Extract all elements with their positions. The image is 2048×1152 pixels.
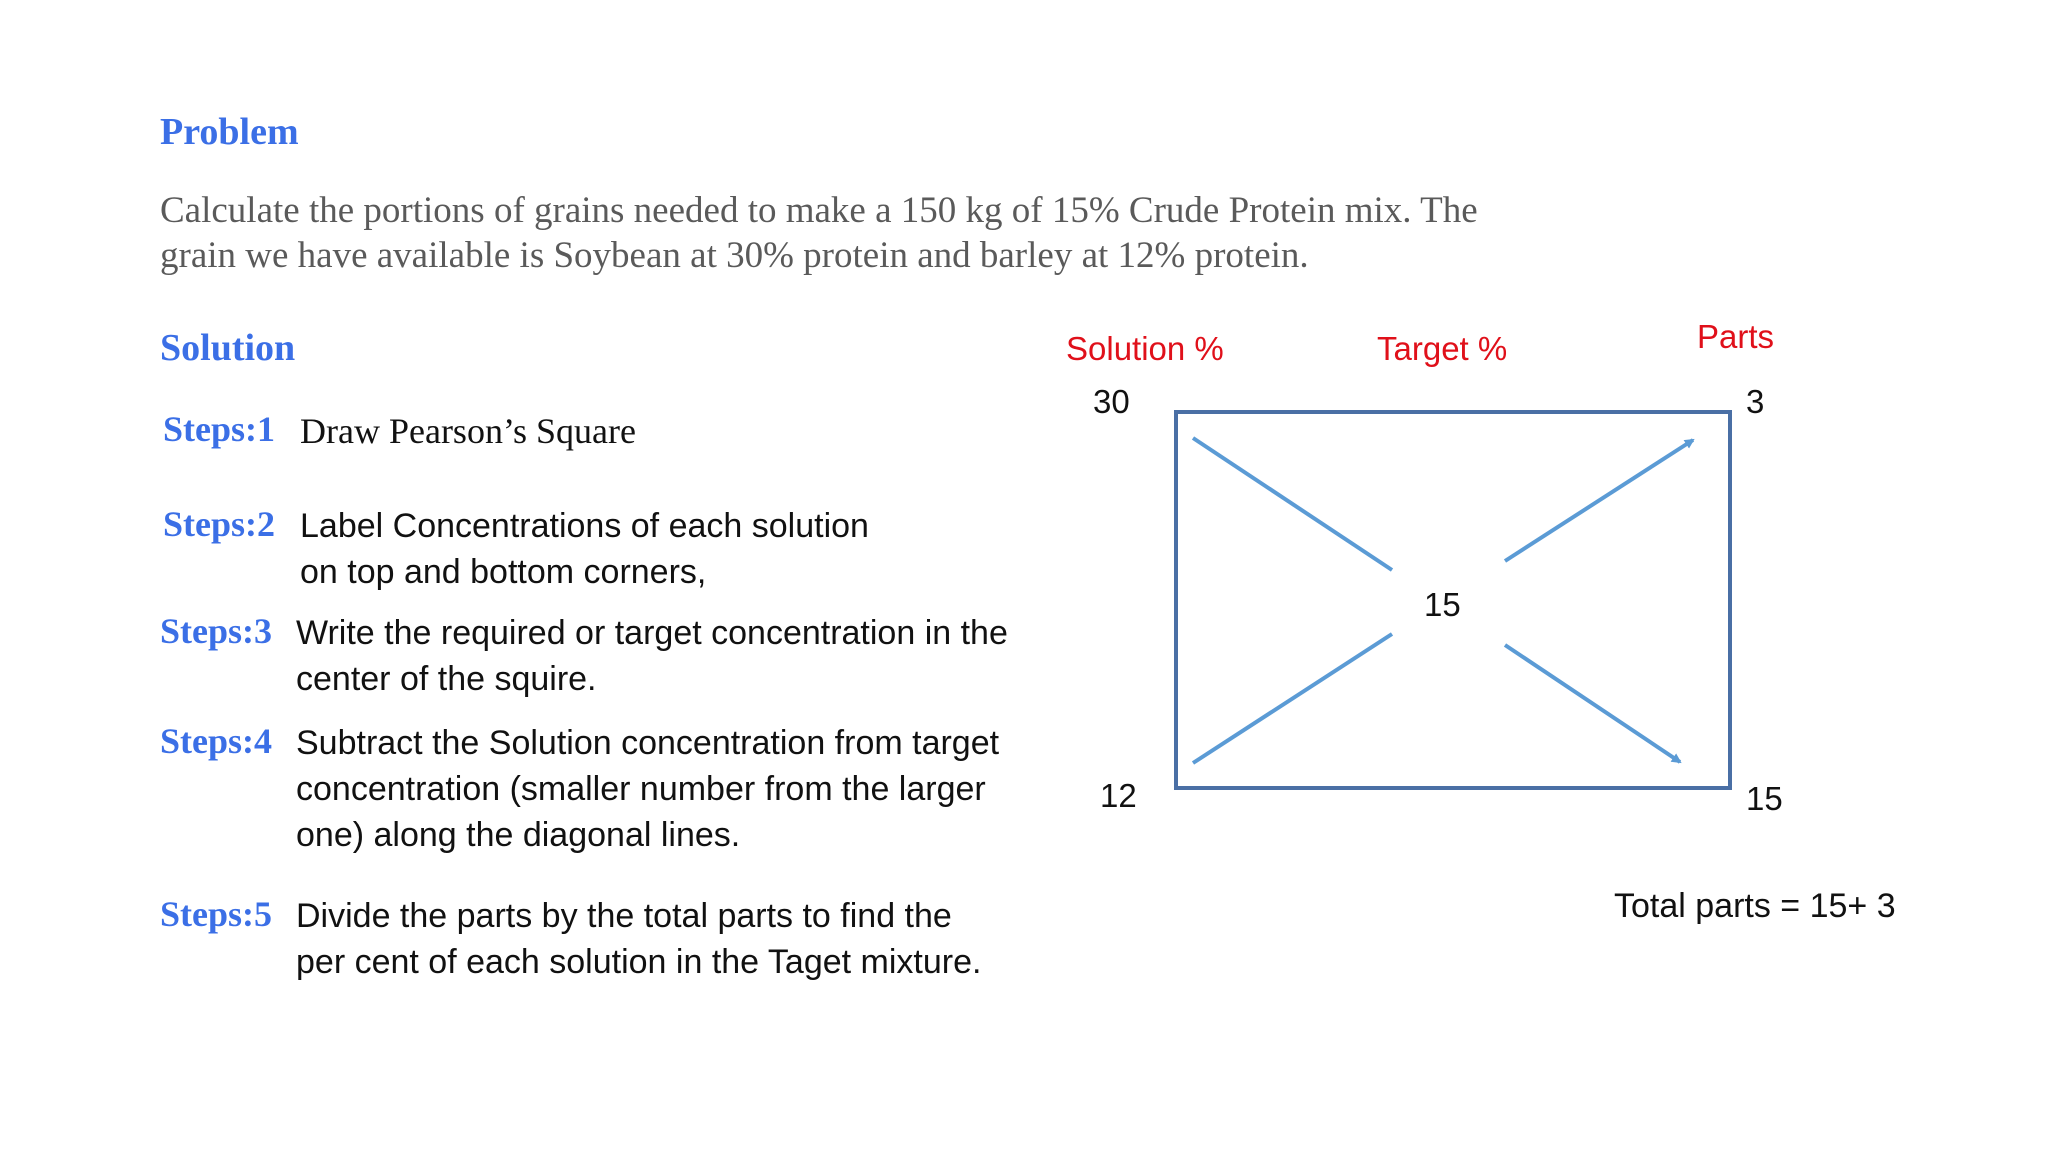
diagonal-bottom-left-to-center bbox=[1193, 634, 1392, 763]
top-right-parts-value: 3 bbox=[1746, 383, 1765, 420]
step-2-text-line-2: on top and bottom corners, bbox=[300, 553, 707, 591]
center-target-value: 15 bbox=[1424, 586, 1461, 623]
step-2-text-line-1: Label Concentrations of each solution bbox=[300, 507, 869, 545]
bottom-right-parts-value: 15 bbox=[1746, 780, 1783, 817]
bottom-left-value: 12 bbox=[1100, 777, 1137, 814]
step-3-text-line-1: Write the required or target concentration in the bbox=[296, 614, 1008, 652]
solution-heading: Solution bbox=[160, 327, 296, 369]
header-solution-percent: Solution % bbox=[1066, 330, 1224, 367]
step-4-text-line-2: concentration (smaller number from the larger bbox=[296, 770, 986, 808]
step-3-label: Steps:3 bbox=[160, 611, 273, 651]
step-5-text-line-1: Divide the parts by the total parts to find the bbox=[296, 897, 952, 935]
problem-text-line-2: grain we have available is Soybean at 30% protein and barley at 12% protein. bbox=[160, 235, 1309, 276]
arrow-center-to-bottom-right bbox=[1505, 645, 1680, 762]
step-5-text-line-2: per cent of each solution in the Taget mixture. bbox=[296, 943, 982, 981]
step-4-text-line-1: Subtract the Solution concentration from target bbox=[296, 724, 1000, 762]
step-1-text: Draw Pearson’s Square bbox=[300, 411, 636, 451]
arrow-center-to-top-right bbox=[1505, 440, 1693, 561]
step-5-label: Steps:5 bbox=[160, 894, 273, 934]
step-4-label: Steps:4 bbox=[160, 721, 273, 761]
step-1-label: Steps:1 bbox=[163, 409, 276, 449]
total-parts-text: Total parts = 15+ 3 bbox=[1614, 887, 1896, 925]
step-3-text-line-2: center of the squire. bbox=[296, 660, 597, 698]
header-parts: Parts bbox=[1697, 318, 1775, 355]
problem-text-line-1: Calculate the portions of grains needed to make a 150 kg of 15% Crude Protein mix. The bbox=[160, 190, 1478, 231]
step-2-label: Steps:2 bbox=[163, 504, 276, 544]
diagonal-top-left-to-center bbox=[1193, 438, 1392, 570]
problem-heading: Problem bbox=[160, 111, 299, 153]
header-target-percent: Target % bbox=[1377, 330, 1508, 367]
top-left-value: 30 bbox=[1093, 383, 1130, 420]
step-4-text-line-3: one) along the diagonal lines. bbox=[296, 816, 741, 854]
